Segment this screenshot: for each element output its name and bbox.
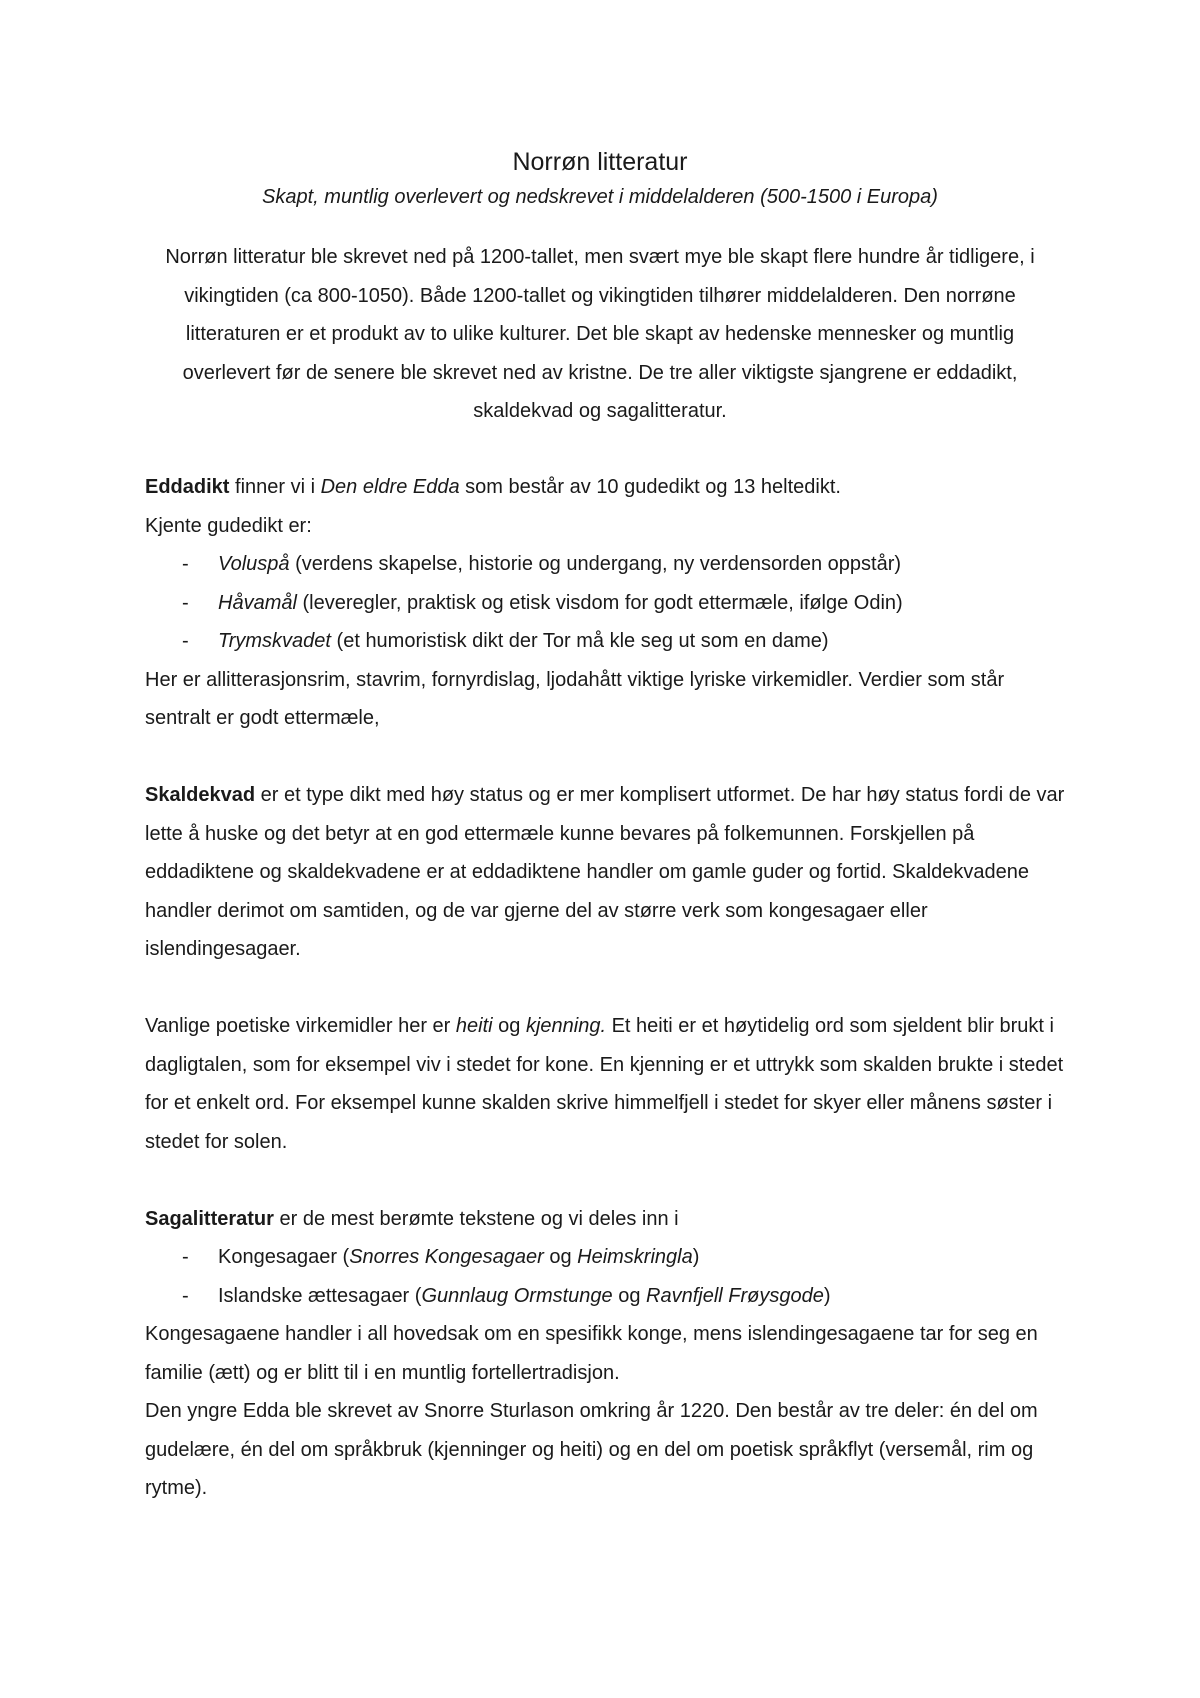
saga-work-title: Ravnfjell Frøysgode [646,1284,824,1307]
saga-work-title: Heimskringla [577,1246,693,1268]
saga-item-text: og [612,1284,647,1307]
virkemidler-text-2: og [492,1015,526,1037]
saga-term: Sagalitteratur [145,1207,274,1230]
document-body [145,468,1075,1508]
gudedikt-title: Voluspå [218,553,290,575]
list-item [145,545,1075,584]
eddadikt-text-1: finner vi i [229,476,321,498]
kongesagaer-paragraph: Kongesagaene handler i all hovedsak om en spesifikk konge, mens islendingesagaene tar for seg en familie (ætt) og er blitt til i en muntlig fortellertradisjon. [145,1323,1038,1384]
gudedikt-list [145,545,1075,661]
gudedikt-title: Trymskvadet [218,630,331,652]
saga-paragraph [145,1200,1075,1239]
list-dash: - [182,1246,189,1268]
saga-item-text: ) [692,1246,700,1268]
saga-work-title: Gunnlaug Ormstunge [421,1284,613,1307]
virkemidler-text-1: Vanlige poetiske virkemidler her er [145,1015,456,1037]
eddadikt-text-2: som består av 10 gudedikt og 13 heltedikt. [459,476,841,498]
skaldekvad-paragraph [145,776,1075,969]
list-item [145,584,1075,623]
paragraph-spacer [145,738,1075,777]
saga-item-text: Kongesagaer ( [218,1246,350,1268]
document-subtitle: Skapt, muntlig overlevert og nedskrevet i middelalderen (500-1500 i Europa) [262,186,938,208]
saga-text: er de mest berømte tekstene og vi deles inn i [273,1207,679,1230]
yngre-edda-paragraph: Den yngre Edda ble skrevet av Snorre Sturlason omkring år 1220. Den består av tre deler: én del om gudelære, én del om språkbruk (kjenninger og heiti) og en del om poetisk språkflyt (versemål, rim og rytme). [145,1400,1038,1499]
virkemidler-paragraph [145,1007,1075,1161]
list-dash: - [182,591,189,614]
gudedikt-title: Håvamål [218,591,297,614]
eddadikt-work: Den eldre Edda [320,476,460,498]
list-item [145,622,1075,661]
eddadikt-virkemidler-paragraph: Her er allitterasjonsrim, stavrim, fornyrdislag, ljodahått viktige lyriske virkemidler. Verdier som står sentralt er godt ettermæle, [145,668,1005,729]
intro-paragraph: Norrøn litteratur ble skrevet ned på 1200-tallet, men svært mye ble skapt flere hundre år tidligere, i vikingtiden (ca 800-1050). Både 1200-tallet og vikingtiden tilhører middelalderen. Den norrøne litteraturen er et produkt av to ulike kulturer. Det ble skapt av hedenske mennesker og muntlig overlevert før de senere ble skrevet ned av kristne. De tre aller viktigste sjangrene er eddadikt, skaldekvad og sagalitteratur. [165,246,1035,422]
document-title: Norrøn litteratur [512,148,688,176]
gudedikt-desc: (leveregler, praktisk og etisk visdom for godt ettermæle, ifølge Odin) [296,591,903,614]
paragraph-spacer [145,1161,1075,1200]
list-item [145,1277,1075,1316]
gudedikt-desc: (verdens skapelse, historie og undergang, ny verdensorden oppstår) [289,553,902,575]
list-dash: - [182,630,189,652]
skaldekvad-text: er et type dikt med høy status og er mer komplisert utformet. De har høy status fordi de var lette å huske og det betyr at en god ettermæle kunne bevares på folkemunnen. Forskjellen på eddadiktene og skaldekvadene er at eddadiktene handler om gamle guder og fortid. Skaldekvadene handler derimot om samtiden, og de var gjerne del av større verk som kongesagaer eller islendingesagaer. [145,784,1065,960]
skaldekvad-term: Skaldekvad [145,784,256,806]
heiti-term: heiti [455,1015,493,1037]
list-dash: - [182,553,189,575]
saga-list [145,1238,1075,1315]
saga-work-title: Snorres Kongesagaer [349,1246,544,1268]
saga-item-text: og [543,1246,578,1268]
known-gudedikt-label: Kjente gudedikt er: [145,514,312,537]
eddadikt-paragraph [145,468,1075,507]
list-item [145,1238,1075,1277]
eddadikt-term: Eddadikt [145,476,230,498]
gudedikt-desc: (et humoristisk dikt der Tor må kle seg ut som en dame) [330,630,829,652]
kjenning-term: kjenning. [525,1015,607,1037]
saga-item-text: Islandske ættesagaer ( [218,1284,422,1307]
saga-item-text: ) [823,1284,831,1307]
list-dash: - [182,1284,189,1307]
virkemidler-text-3: Et heiti er et høytidelig ord som sjeldent blir brukt i dagligtalen, som for eksempel viv i stedet for kone. En kjenning er et uttrykk som skalden brukte i stedet for et enkelt ord. For eksempel kunne skalden skrive himmelfjell i stedet for skyer eller månens søster i stedet for solen. [145,1015,1064,1153]
paragraph-spacer [145,969,1075,1008]
